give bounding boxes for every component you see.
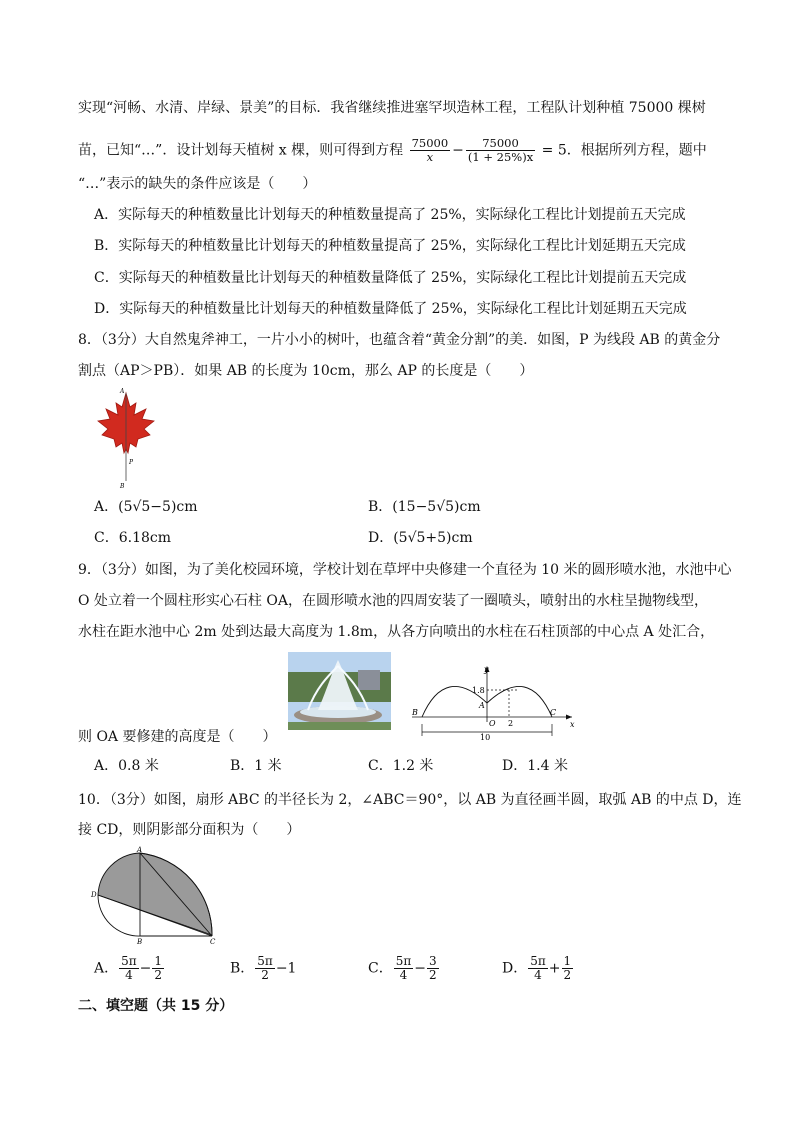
q10-line-1: 10．（3分）如图，扇形 ABC 的半径长为 2，∠ABC＝90°，以 AB 为直径画半圆，取弧 AB 的中点 D，连 <box>78 792 742 808</box>
q10-option-c-frac2 <box>427 955 439 982</box>
q7-option-c[interactable]: C．实际每天的种植数量比计划每天的种植数量降低了 25%，实际绿化工程比计划提前五天完成 <box>94 270 687 286</box>
maple-leaf-figure <box>90 385 162 490</box>
q10-option-d-frac1 <box>528 955 548 982</box>
frac-den: 2 <box>261 968 269 982</box>
graph-label-b: B <box>412 708 418 717</box>
q9-option-d[interactable]: D．1.4 米 <box>502 758 568 774</box>
q10-option-c-letter: C． <box>368 960 393 977</box>
graph-label-two: 2 <box>508 719 514 728</box>
q10-option-a-frac1 <box>119 955 139 982</box>
q10-option-b-frac1 <box>255 955 275 982</box>
frac-den: 2 <box>563 968 572 982</box>
sector-label-b: B <box>137 938 143 945</box>
frac-den: 4 <box>399 968 408 982</box>
q8-line-1: 8．（3分）大自然鬼斧神工，一片小小的树叶，也蕴含着“黄金分割”的美．如图，P 为线段 AB 的黄金分 <box>78 332 721 348</box>
q10-option-a[interactable] <box>94 955 165 982</box>
q10-option-a-op: − <box>139 960 152 977</box>
q7-eq-rest: = 5．根据所列方程，题中 <box>541 142 707 159</box>
q9-line-2: O 处立着一个圆柱形实心石柱 OA，在圆形喷水池的四周安装了一圈喷头，喷射出的水柱呈抛物线型， <box>78 593 708 609</box>
q8-option-b[interactable]: B．(15−5√5)cm <box>368 499 481 515</box>
q9-option-b[interactable]: B．1 米 <box>230 758 282 774</box>
q9-line-3: 水柱在距水池中心 2m 处到达最大高度为 1.8m，从各方向喷出的水柱在石柱顶部的中心点 A 处汇合， <box>78 624 715 640</box>
frac-num: 5π <box>257 954 273 968</box>
q7-line-2: 苗，已知“…”．设计划每天植树 x 棵，则可得到方程 $\frac{75000}{x}$ − $\frac{75000}{(1 + 25\%)x}$ = 5．根据所列方程，题中 <box>78 136 707 164</box>
q8-line-2: 割点（AP＞PB）．如果 AB 的长度为 10cm，那么 AP 的长度是（ ） <box>78 363 534 379</box>
q10-option-b-letter: B． <box>230 960 255 977</box>
q10-option-c[interactable] <box>368 955 440 982</box>
frac-num: 5π <box>121 954 137 968</box>
graph-label-x: x <box>570 720 575 729</box>
q7-frac1-num: 75000 <box>411 136 449 150</box>
q10-option-a-frac2 <box>152 955 164 982</box>
frac-num: 3 <box>428 954 437 968</box>
building-background <box>358 670 380 690</box>
q7-fraction-2 <box>466 137 535 164</box>
q7-frac2-den: (1 + 25%)x <box>467 150 534 164</box>
leaf-label-p: P <box>129 459 134 466</box>
q9-option-c[interactable]: C．1.2 米 <box>368 758 434 774</box>
fountain-photo <box>288 652 391 730</box>
shaded-region <box>98 853 212 935</box>
q9-option-a[interactable]: A．0.8 米 <box>94 758 159 774</box>
q7-fraction-1 <box>410 137 451 164</box>
q10-option-d[interactable] <box>502 955 574 982</box>
q10-option-a-letter: A． <box>94 960 119 977</box>
leaf-label-a: A <box>120 388 125 395</box>
q10-option-d-op: + <box>548 960 561 977</box>
q10-option-b[interactable] <box>230 955 296 982</box>
q7-frac2-num: 75000 <box>466 137 535 151</box>
q7-option-b[interactable]: B．实际每天的种植数量比计划每天的种植数量提高了 25%，实际绿化工程比计划延期五天完成 <box>94 238 686 254</box>
frac-num: 5π <box>395 954 412 968</box>
sector-figure <box>90 845 225 945</box>
q10-option-b-op: −1 <box>275 960 297 977</box>
q7-option-a[interactable]: A．实际每天的种植数量比计划每天的种植数量提高了 25%，实际绿化工程比计划提前五天完成 <box>94 207 686 223</box>
sector-label-c: C <box>210 938 216 945</box>
q9-line-4: 则 OA 要修建的高度是（ ） <box>78 729 277 745</box>
q10-option-c-op: − <box>414 960 426 977</box>
frac-den: 4 <box>125 968 133 982</box>
q7-line-3: “…”表示的缺失的条件应该是（ ） <box>78 176 317 192</box>
q8-option-d[interactable]: D．(5√5+5)cm <box>368 530 473 546</box>
q8-option-c[interactable]: C．6.18cm <box>94 530 171 546</box>
q10-option-c-frac1 <box>394 955 414 982</box>
frac-num: 5π <box>530 954 546 968</box>
q10-option-d-frac2 <box>562 955 574 982</box>
graph-label-y: y <box>484 665 489 674</box>
frac-den: 2 <box>428 968 437 982</box>
graph-label-c: C <box>550 708 557 717</box>
graph-label-a: A <box>479 701 485 710</box>
q7-line-1: 实现“河畅、水清、岸绿、景美”的目标．我省继续推进塞罕坝造林工程，工程队计划种植 75000 棵树 <box>78 100 706 116</box>
section-heading-fill-in: 二、填空题（共 15 分） <box>78 998 234 1014</box>
q7-option-d[interactable]: D．实际每天的种植数量比计划每天的种植数量降低了 25%，实际绿化工程比计划延期五天完成 <box>94 301 687 317</box>
frac-num: 1 <box>563 954 572 968</box>
q9-line-1: 9．（3分）如图，为了美化校园环境，学校计划在草坪中央修建一个直径为 10 米的圆形喷水池，水池中心 <box>78 562 732 578</box>
graph-label-ten: 10 <box>480 733 491 740</box>
frac-den: 2 <box>154 968 163 982</box>
q8-option-a[interactable]: A．(5√5−5)cm <box>94 499 198 515</box>
leaf-label-b: B <box>120 483 125 490</box>
q7-line-2-text: 苗，已知“…”．设计划每天植树 x 棵，则可得到方程 <box>78 142 404 159</box>
q10-option-d-letter: D． <box>502 960 528 977</box>
ground <box>288 722 391 730</box>
sector-label-d: D <box>91 891 97 899</box>
parabola-graph <box>404 662 580 740</box>
frac-den: 4 <box>534 968 542 982</box>
graph-label-o: O <box>489 719 496 728</box>
parabola-right <box>487 686 552 717</box>
q10-line-2: 接 CD，则阴影部分面积为（ ） <box>78 822 301 838</box>
graph-label-height: 1.8 <box>472 686 485 695</box>
sector-label-a: A <box>137 846 143 854</box>
frac-num: 1 <box>154 954 163 968</box>
x-axis-arrow-icon <box>566 715 572 720</box>
q7-frac1-den: x <box>426 150 434 164</box>
